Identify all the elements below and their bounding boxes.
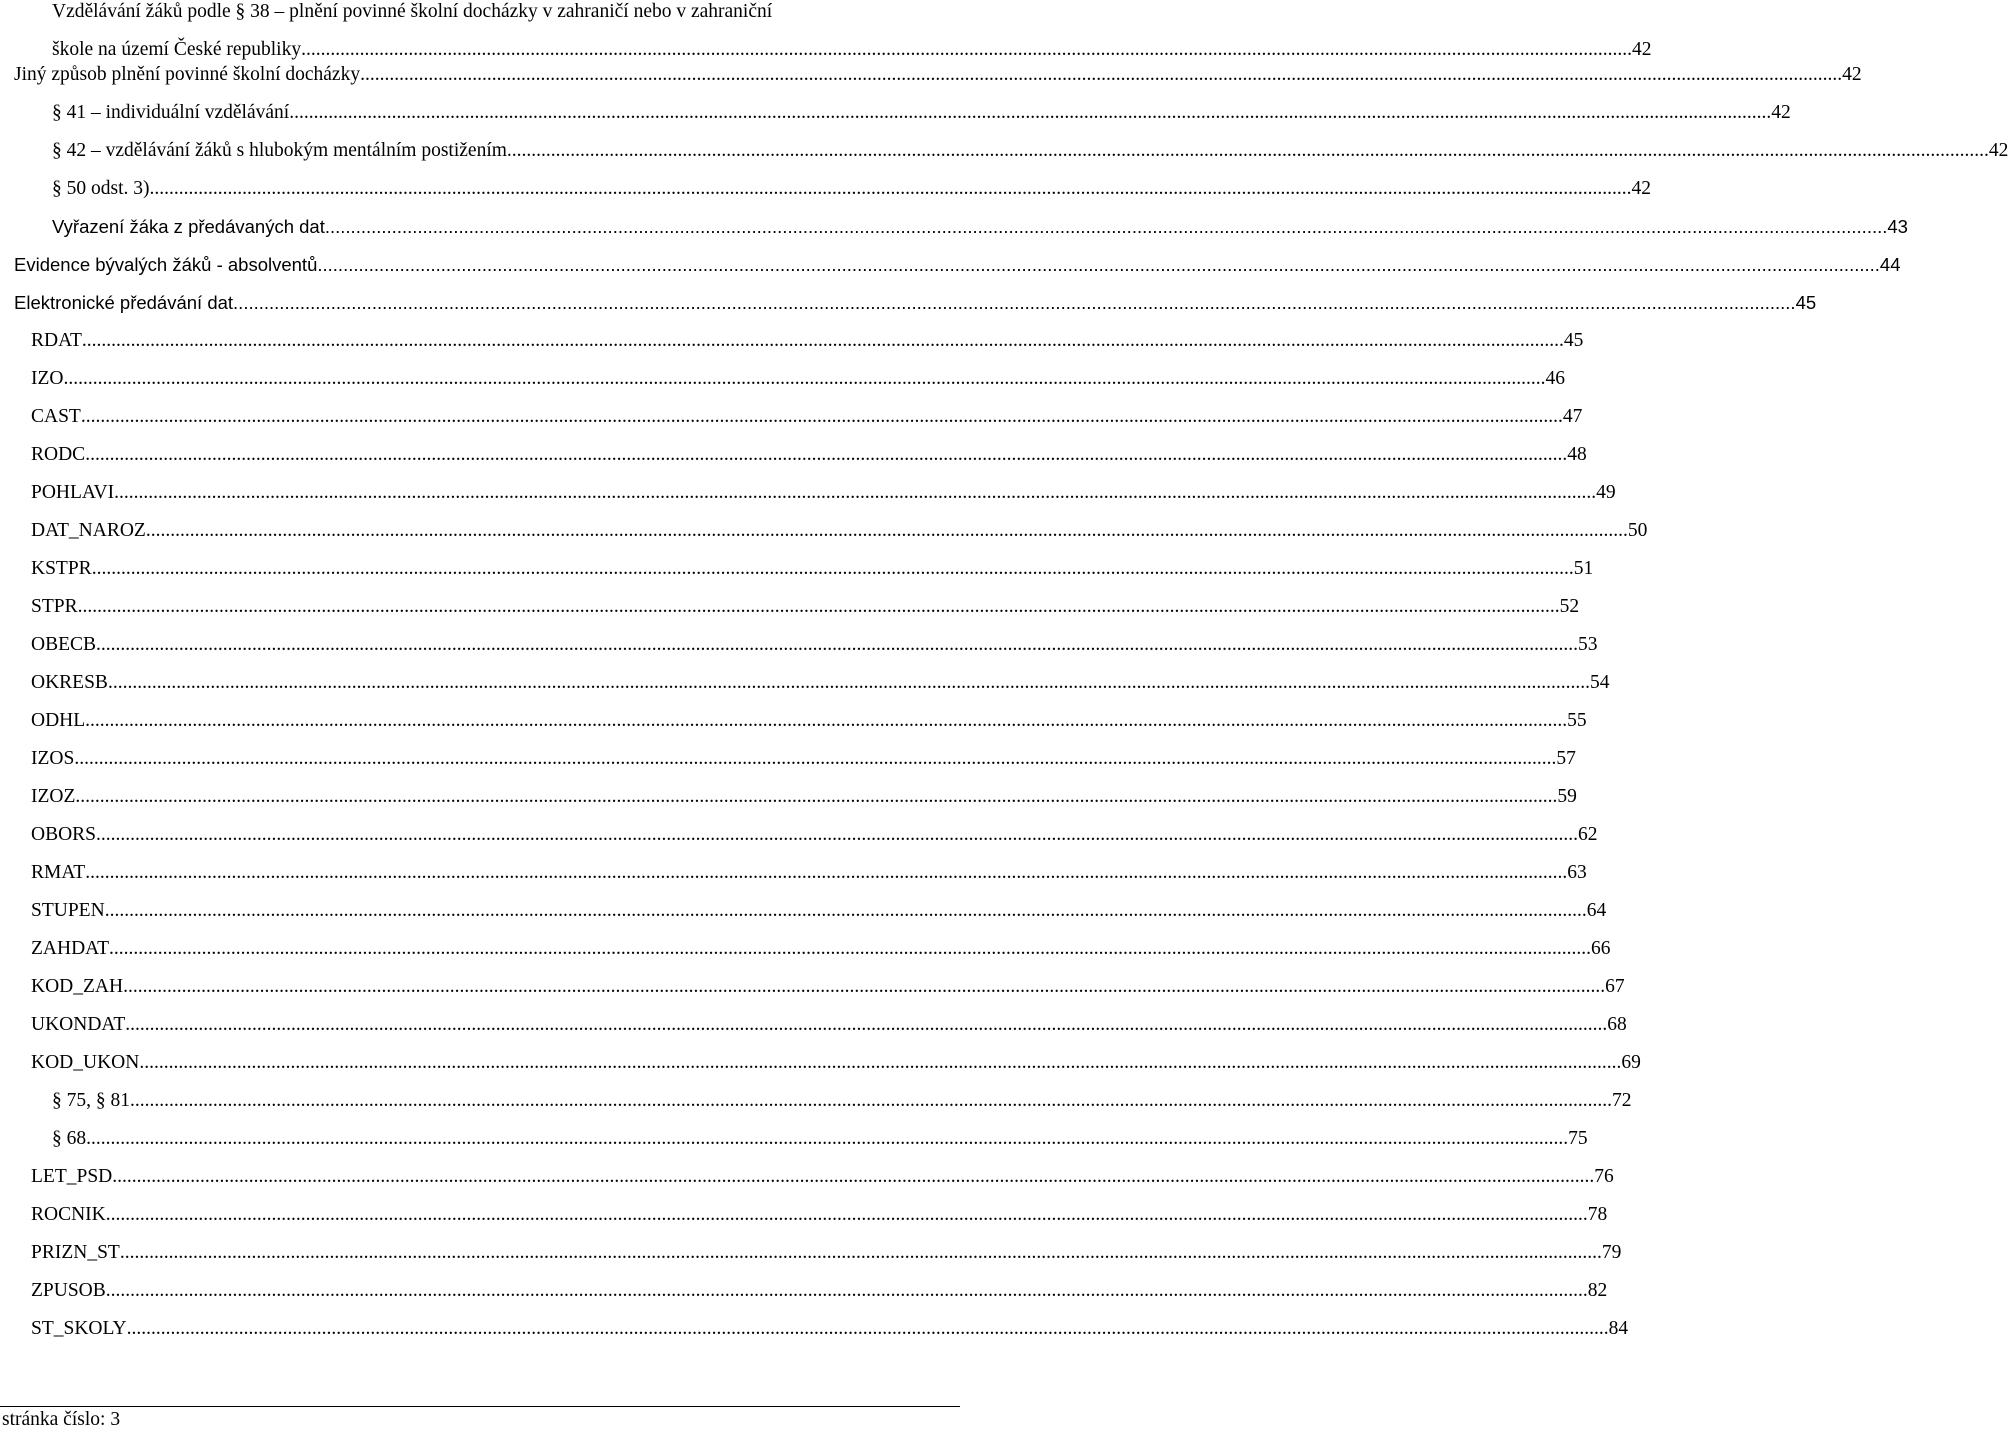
- toc-leader-dots: [86, 1127, 1568, 1151]
- toc-entry-title: OKRESB: [31, 672, 108, 693]
- toc-entry-page: 45: [1563, 330, 1584, 351]
- toc-entry[interactable]: [31, 405, 1583, 429]
- toc-entry-title: OBORS: [31, 824, 97, 845]
- toc-entry[interactable]: [31, 1279, 1608, 1303]
- footer-label: stránka číslo:: [2, 1409, 106, 1430]
- toc-entry[interactable]: [31, 1165, 1614, 1189]
- toc-entry[interactable]: [31, 329, 1584, 353]
- toc-leader-dots: [109, 937, 1591, 961]
- toc-leader-dots: [360, 63, 1842, 87]
- toc-leader-dots: [74, 747, 1556, 771]
- toc-entry-page: 66: [1591, 938, 1611, 959]
- toc-leader-dots: [150, 177, 1632, 201]
- toc-entry-title: Elektronické předávání dat: [14, 292, 234, 313]
- toc-leader-dots: [130, 1089, 1612, 1113]
- toc-entry-title: § 75, § 81: [52, 1090, 130, 1111]
- toc-entry-page: 53: [1578, 634, 1598, 655]
- toc-entry-page: 75: [1568, 1128, 1588, 1149]
- footer-page-number: 3: [110, 1409, 121, 1430]
- toc-entry-title: KSTPR: [31, 558, 92, 579]
- toc-entry-title: Evidence bývalých žáků - absolventů: [14, 254, 318, 275]
- toc-entry-title: LET_PSD: [31, 1166, 113, 1187]
- toc-entry-page: 50: [1627, 520, 1648, 541]
- toc-entry-title: Jiný způsob plnění povinné školní docházky: [14, 64, 361, 85]
- toc-entry[interactable]: [31, 1013, 1627, 1037]
- toc-entry-page: 78: [1587, 1204, 1608, 1225]
- toc-entry-page: 45: [1795, 292, 1817, 313]
- toc-entry-page: 48: [1567, 444, 1587, 465]
- toc-entry-foreign-schooling[interactable]: [52, 0, 1652, 62]
- toc-entry-title: ROCNIK: [31, 1204, 106, 1225]
- toc-entry[interactable]: [31, 671, 1610, 695]
- toc-leader-dots: [85, 443, 1567, 467]
- toc-entry-title: KOD_UKON: [31, 1052, 140, 1073]
- toc-entry[interactable]: [31, 861, 1587, 885]
- toc-entry-page: 55: [1567, 710, 1587, 731]
- toc-entry-page: 69: [1621, 1052, 1641, 1073]
- toc-entry[interactable]: [52, 101, 1791, 125]
- toc-entry-title: § 68: [52, 1128, 87, 1149]
- toc-entry-title: IZOS: [31, 748, 75, 769]
- toc-leader-dots: [233, 291, 1796, 315]
- toc-entry-title: ZPUSOB: [31, 1280, 106, 1301]
- toc-entry-title: PRIZN_ST: [31, 1242, 120, 1263]
- toc-entry-title: OBECB: [31, 634, 97, 655]
- toc-entry-title: IZOZ: [31, 786, 76, 807]
- toc-entry-title: STPR: [31, 596, 78, 617]
- toc-entry-page: 59: [1557, 786, 1577, 807]
- toc-entry-page: 57: [1556, 748, 1576, 769]
- toc-entry-page: 76: [1594, 1166, 1614, 1187]
- toc-leader-dots: [106, 1203, 1588, 1227]
- toc-entry-title: Vyřazení žáka z předávaných dat: [52, 216, 325, 237]
- toc-entry-title: UKONDAT: [31, 1014, 126, 1035]
- toc-leader-dots: [92, 557, 1574, 581]
- toc-leader-dots: [78, 595, 1560, 619]
- toc-entry[interactable]: [31, 1317, 1629, 1341]
- toc-entry[interactable]: [31, 747, 1576, 771]
- toc-leader-dots: [325, 215, 1888, 239]
- toc-entry[interactable]: [31, 785, 1577, 809]
- toc-entry-page: 63: [1567, 862, 1587, 883]
- toc-leader-dots: [120, 1241, 1602, 1265]
- toc-entry-page: 52: [1559, 596, 1580, 617]
- toc-entry-title: § 50 odst. 3): [52, 178, 150, 199]
- toc-leader-dots: [85, 709, 1567, 733]
- toc-entry-title: RODC: [31, 444, 86, 465]
- toc-entry[interactable]: [31, 709, 1587, 733]
- toc-entry-page: 72: [1612, 1090, 1632, 1111]
- toc-entry[interactable]: [14, 63, 1862, 87]
- toc-entry-title: IZO: [31, 368, 64, 389]
- toc-entry-page: 64: [1586, 900, 1607, 921]
- toc-leader-dots: .................................................................................................................................................................................................................................................................................: [301, 39, 1632, 60]
- toc-leader-dots: [125, 1013, 1607, 1037]
- toc-entry-page: 44: [1879, 254, 1901, 275]
- toc-entry-page: 43: [1887, 216, 1908, 237]
- toc-entry[interactable]: [31, 975, 1625, 999]
- toc-entry-line1: Vzdělávání žáků podle § 38 – plnění povinné školní docházky v zahraničí nebo v zahraniční: [52, 1, 773, 22]
- toc-entry[interactable]: [31, 595, 1580, 619]
- toc-entry-page: 46: [1545, 368, 1565, 389]
- toc-entry-page: 47: [1562, 406, 1583, 427]
- toc-entry[interactable]: [52, 1089, 1632, 1113]
- toc-entry-page: 42: [1631, 39, 1652, 60]
- toc-entry-title: § 41 – individuální vzdělávání: [52, 102, 290, 123]
- toc-entry-title: DAT_NAROZ: [31, 520, 146, 541]
- toc-entry[interactable]: [31, 937, 1611, 961]
- toc-entry[interactable]: [31, 633, 1598, 657]
- toc-entry-page: 62: [1578, 824, 1598, 845]
- toc-entry-line2: škole na území České republiky: [52, 39, 302, 60]
- toc-leader-dots: [112, 1165, 1594, 1189]
- toc-entry[interactable]: [31, 899, 1607, 923]
- toc-leader-dots: [507, 139, 1989, 163]
- toc-leader-dots: [96, 823, 1578, 847]
- toc-entry-page: 82: [1587, 1280, 1608, 1301]
- toc-entry-title: STUPEN: [31, 900, 105, 921]
- toc-entry[interactable]: [52, 1127, 1588, 1151]
- toc-leader-dots: [85, 861, 1567, 885]
- toc-entry-page: 42: [1988, 140, 2008, 161]
- toc-entry[interactable]: [31, 481, 1616, 505]
- toc-leader-dots: [75, 785, 1557, 809]
- toc-entry[interactable]: [52, 139, 2008, 163]
- toc-entry-title: KOD_ZAH: [31, 976, 124, 997]
- toc-leader-dots: [64, 367, 1546, 391]
- toc-entry-page: 49: [1596, 482, 1616, 503]
- toc-leader-dots: [105, 899, 1587, 923]
- toc-entry-title: CAST: [31, 406, 81, 427]
- toc-leader-dots: [108, 671, 1590, 695]
- toc-entry[interactable]: [31, 1241, 1622, 1265]
- toc-entry-title: POHLAVI: [31, 482, 115, 503]
- toc-entry[interactable]: [31, 367, 1565, 391]
- toc-entry-page: 42: [1631, 178, 1651, 199]
- toc-entry-page: 68: [1607, 1014, 1627, 1035]
- toc-entry-title: RMAT: [31, 862, 86, 883]
- toc-leader-dots: [123, 975, 1605, 999]
- toc-leader-dots: [146, 519, 1628, 543]
- toc-entry-title: ST_SKOLY: [31, 1318, 127, 1339]
- toc-entry-page: 42: [1771, 102, 1791, 123]
- toc-leader-dots: [139, 1051, 1621, 1075]
- toc-entry-page: 42: [1842, 64, 1862, 85]
- toc-leader-dots: [289, 101, 1771, 125]
- toc-leader-dots: [114, 481, 1596, 505]
- toc-entry[interactable]: [31, 557, 1594, 581]
- toc-leader-dots: [317, 253, 1880, 277]
- toc-entry[interactable]: [14, 291, 1817, 315]
- toc-entry-page: 51: [1573, 558, 1594, 579]
- toc-leader-dots: [106, 1279, 1588, 1303]
- toc-entry-title: § 42 – vzdělávání žáků s hlubokým mentálním postižením: [52, 140, 507, 161]
- toc-leader-dots: [81, 405, 1563, 429]
- toc-entry[interactable]: [31, 823, 1598, 847]
- toc-entry[interactable]: [52, 177, 1651, 201]
- toc-entry-title: ZAHDAT: [31, 938, 109, 959]
- toc-leader-dots: [127, 1317, 1609, 1341]
- toc-entry[interactable]: [31, 1203, 1608, 1227]
- toc-leader-dots: [96, 633, 1578, 657]
- toc-entry-page: 79: [1601, 1242, 1622, 1263]
- toc-entry-title: ODHL: [31, 710, 86, 731]
- toc-entry[interactable]: [31, 519, 1648, 543]
- toc-entry[interactable]: [31, 1051, 1641, 1075]
- toc-leader-dots: [82, 329, 1564, 353]
- footer-rule: [0, 1406, 960, 1407]
- toc-entry-page: 67: [1605, 976, 1625, 997]
- footer-page-label: [2, 1408, 120, 1432]
- toc-entry-title: RDAT: [31, 330, 82, 351]
- toc-entry[interactable]: [14, 253, 1901, 277]
- toc-entry[interactable]: [31, 443, 1587, 467]
- toc-entry-page: 84: [1608, 1318, 1629, 1339]
- toc-entry-page: 54: [1589, 672, 1610, 693]
- toc-entry[interactable]: [52, 215, 1908, 239]
